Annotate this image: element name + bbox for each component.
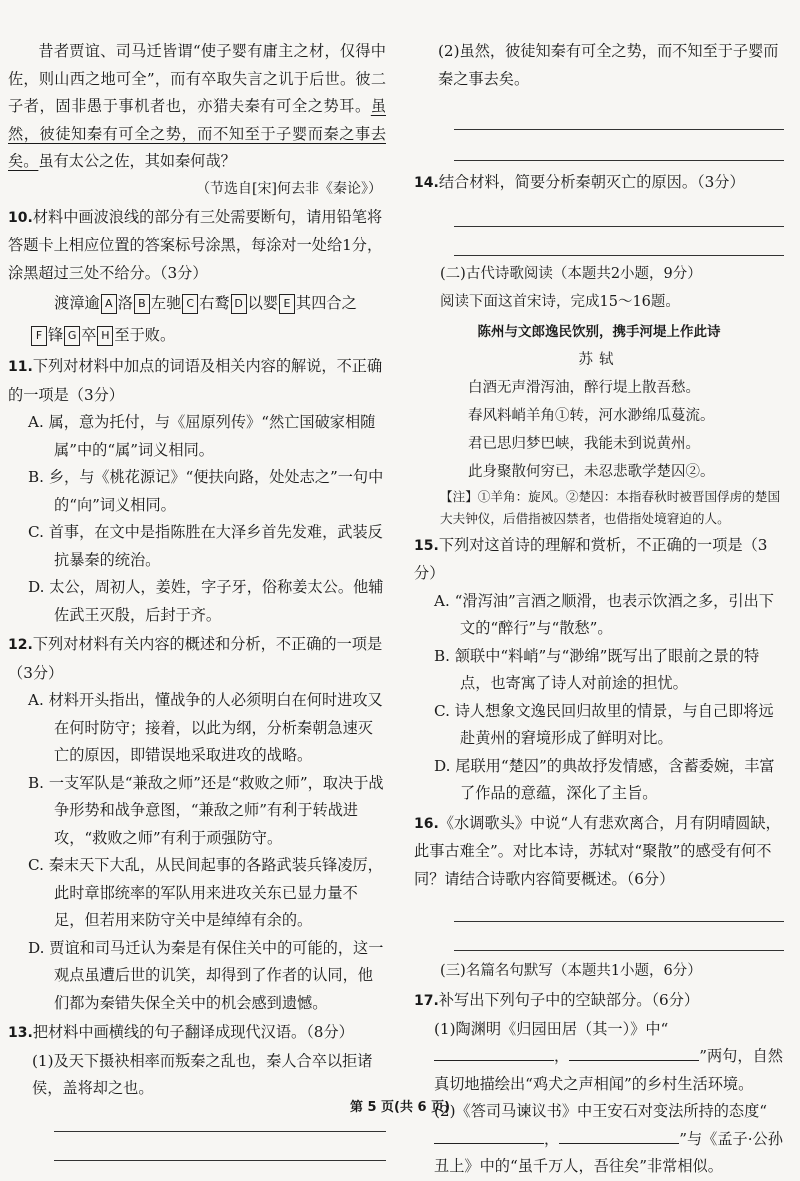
question-10: 10.材料中画波浪线的部分有三处需要断句，请用铅笔将答题卡上相应位置的答案标号涂黑，每涂对一处给1分，涂黑超过三处不给分。（3分）	[8, 207, 383, 282]
section-title: (二)古代诗歌阅读（本题共2小题，9分）	[440, 265, 702, 282]
poem-line: 白酒无声滑泻油，醉行堤上散吾愁。	[468, 379, 700, 396]
sentence-break-line: F 锋 G 卒 H 至于败。	[30, 319, 386, 351]
passage-sentence: 昔者贾谊、司马迁皆谓“使子婴有庸主之材，仅得中佐，则山西之地可全”，而有卒取失言之讥于后世。	[8, 42, 386, 88]
answer-box-e[interactable]: E	[279, 294, 295, 314]
answer-box-c[interactable]: C	[182, 294, 198, 314]
right-column	[414, 38, 784, 1181]
sentence-break-line: 渡漳逾 A 洛 B 左驰 C 右鹜 D 以婴 E 其四合之	[54, 294, 357, 312]
option-a: A. 属，意为托付，与《屈原列传》“然亡国破家相随属”中的“属”词义相同。	[28, 413, 376, 459]
poem-line: 君已思归梦巴峡，我能未到说黄州。	[468, 435, 700, 452]
answer-box-b[interactable]: B	[134, 294, 150, 314]
section-intro: 阅读下面这首宋诗，完成15～16题。	[440, 293, 680, 310]
poem-line: 此身聚散何穷已，未忍悲歌学楚囚②。	[468, 463, 715, 480]
question-14: 14.结合材料，简要分析秦朝灭亡的原因。（3分）	[414, 173, 745, 191]
answer-line[interactable]	[454, 130, 784, 161]
translate-sentence-1: (1)及天下摄袂相率而叛秦之乱也，秦人合卒以拒诸侯，盖将却之也。	[32, 1051, 373, 1097]
fill-blank[interactable]	[434, 1129, 544, 1144]
answer-line[interactable]	[454, 893, 784, 922]
underlined-sentence: 虽然，彼徒知秦有可全之势，而不知至于子婴而秦之事去矣。	[8, 97, 386, 170]
question-13: 13.把材料中画横线的句子翻译成现代汉语。（8分）	[8, 1023, 354, 1041]
answer-box-d[interactable]: D	[231, 294, 247, 314]
answer-box-h[interactable]: H	[97, 326, 113, 346]
option-b: B. 颔联中“料峭”与“渺绵”既写出了眼前之景的特点，也寄寓了诗人对前途的担忧。	[434, 646, 760, 692]
option-c: C. 秦末天下大乱，从民间起事的各路武装兵锋凌厉，此时章邯统率的军队用来进攻关东已显力量不足，但若用来防守关中是绰绰有余的。	[28, 856, 383, 929]
option-c: C. 诗人想象文逸民回归故里的情景，与自己即将远赴黄州的窘境形成了鲜明对比。	[434, 701, 774, 747]
question-12: 12.下列对材料有关内容的概述和分析，不正确的一项是（3分）	[8, 635, 383, 682]
fill-blank[interactable]	[434, 1046, 554, 1061]
option-d: D. 贾谊和司马迁认为秦是有保住关中的可能的，这一观点虽遭后世的讥笑，却得到了作者的认同，他们都为秦错失保全关中的机会感到遗憾。	[28, 938, 384, 1012]
fill-in-2: (2)《答司马谏议书》中王安石对变法所持的态度“， ”与《孟子·公孙丑上》中的“虽千万人，吾往矣”非常相似。	[434, 1102, 783, 1175]
answer-line[interactable]	[454, 93, 784, 130]
option-d: D. 太公，周初人，姜姓，字子牙，俗称姜太公。他辅佐武王灭殷，后封于齐。	[28, 578, 384, 624]
question-11: 11.下列对材料中加点的词语及相关内容的解说，不正确的一项是（3分）	[8, 357, 383, 404]
left-column	[8, 38, 386, 1161]
option-d: D. 尾联用“楚囚”的典故抒发情感，含蓄委婉，丰富了作品的意蕴，深化了主旨。	[434, 756, 775, 802]
question-17: 17.补写出下列句子中的空缺部分。（6分）	[414, 991, 700, 1009]
option-c: C. 首事，在文中是指陈胜在大泽乡首先发难，武装反抗暴秦的统治。	[28, 523, 383, 569]
poem-title: 陈州与文郎逸民饮别，携手河堤上作此诗	[477, 323, 721, 340]
question-16: 16.《水调歌头》中说“人有悲欢离合，月有阴晴圆缺，此事古难全”。对比本诗，苏轼对“聚散”的感受有何不同？请结合诗歌内容简要概述。（6分）	[414, 813, 781, 888]
answer-line[interactable]	[454, 227, 784, 256]
passage-paragraph	[8, 38, 386, 176]
option-a: A. 材料开头指出，懂战争的人必须明白在何时进攻又在何时防守；接着，以此为纲，分析秦朝急速灭亡的原因，即错误地采取进攻的战略。	[28, 691, 383, 764]
passage-source: （节选自[宋]何去非《秦论》）	[196, 180, 382, 197]
answer-box-a[interactable]: A	[101, 294, 117, 314]
poem-line: 春风料峭羊角①转，河水渺绵瓜蔓流。	[468, 407, 715, 424]
fill-blank[interactable]	[569, 1046, 699, 1061]
option-b: B. 乡，与《桃花源记》“便扶向路，处处志之”一句中的“向”词义相同。	[28, 468, 384, 514]
passage-sentence: 虽有太公之佐，其如秦何哉？	[38, 152, 236, 170]
translate-sentence-2: (2)虽然，彼徒知秦有可全之势，而不知至于子婴而秦之事去矣。	[438, 42, 779, 88]
answer-box-f[interactable]: F	[31, 326, 47, 346]
passage-sentence: 彼二子者，固非愚于事机者也，亦猎夫秦有可全之势耳。	[8, 69, 387, 115]
fill-blank[interactable]	[559, 1129, 679, 1144]
question-15: 15.下列对这首诗的理解和赏析，不正确的一项是（3分）	[414, 535, 768, 582]
poem-note: 【注】①羊角：旋风。②楚囚：本指春秋时被晋国俘虏的楚国大夫钟仪，后借指被囚禁者，也借指处境窘迫的人。	[440, 488, 781, 526]
answer-box-g[interactable]: G	[64, 326, 80, 346]
answer-line[interactable]	[54, 1132, 386, 1161]
fill-in-1: (1)陶渊明《归园田居（其一）》中“， ”两句，自然真切地描绘出“鸡犬之声相闻”的乡村生活环境。	[434, 1019, 783, 1093]
answer-line[interactable]	[454, 198, 784, 227]
option-a: A. “滑泻油”言酒之顺滑，也表示饮酒之多，引出下文的“醉行”与“散愁”。	[434, 591, 774, 637]
section-title: (三)名篇名句默写（本题共1小题，6分）	[440, 963, 702, 979]
poem-author: 苏轼	[578, 351, 620, 368]
option-b: B. 一支军队是“兼敌之师”还是“救败之师”，取决于战争形势和战争意图，“兼敌之师”有利于转战进攻，“救败之师”有利于顽强防守。	[28, 773, 384, 847]
page-footer: 第 5 页(共 6 页)	[349, 1100, 451, 1115]
answer-line[interactable]	[454, 922, 784, 951]
